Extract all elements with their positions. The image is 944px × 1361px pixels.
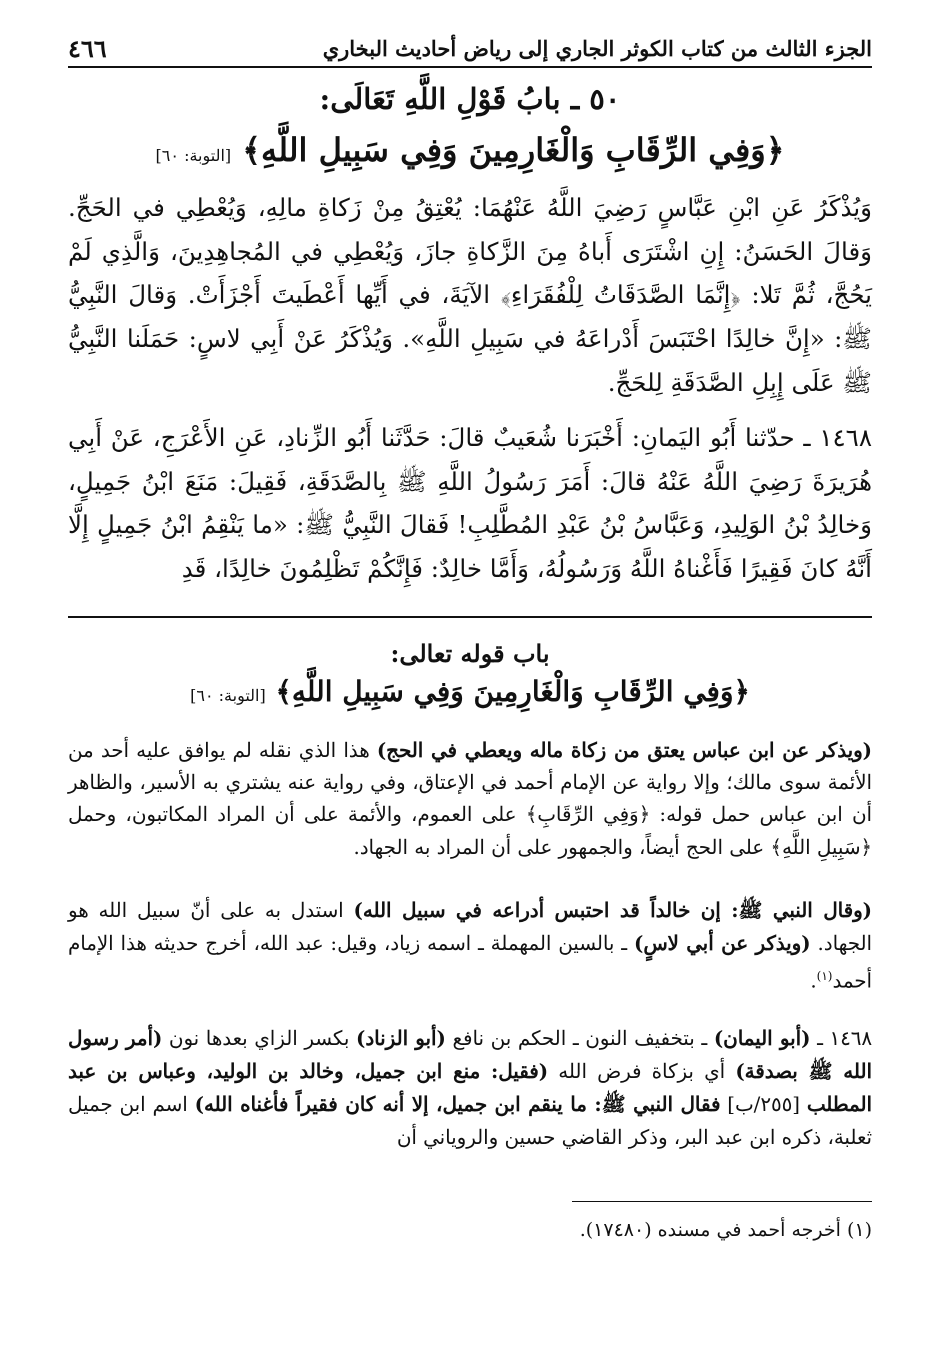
commentary-body: استدل به على أنّ سبيل الله هو الجهاد. <box>68 899 873 956</box>
commentary-text <box>68 1022 872 1154</box>
running-title: الجزء الثالث من كتاب الكوثر الجاري إلى رياض أحاديث البخاري <box>322 35 872 61</box>
quoted-lemma: (ويذكر عن ابن عباس يعتق من زكاة ماله ويعطي في الحج) <box>376 738 872 762</box>
commentary-body: أي بزكاة فرض الله <box>548 1060 736 1084</box>
footnote-divider <box>572 1201 872 1202</box>
verse-reference: [التوبة: ٦٠] <box>190 686 266 705</box>
quoted-lemma: (فقيل: منع ابن جميل، وخالد بن الوليد، وعباس بن عبد المطلب <box>68 1059 872 1117</box>
commentary-body: اسم ابن جميل ثعلبة، ذكره ابن عبد البر، وذكر القاضي حسين والروياني أن <box>68 1093 872 1149</box>
commentary-body: . <box>810 970 817 993</box>
chapter-verse <box>68 128 872 178</box>
quoted-lemma: (وقال النبي ﷺ: إن خالداً قد احتبس أدراعه في سبيل الله) <box>353 898 873 922</box>
commentary-body: ـ بالسين المهملة ـ اسمه زياد، وقيل: عبد الله، أخرج حديثه هذا الإمام أحمد <box>68 932 872 993</box>
hadith-text-intro <box>68 186 872 405</box>
quoted-lemma: (أبو الزناد) <box>355 1026 446 1050</box>
hadith-number: ١٤٦٨ ـ <box>810 1027 872 1050</box>
matn-paragraph: وَيُذْكَرُ عَنِ ابْنِ عَبَّاسٍ رَضِيَ اللَّهُ عَنْهُمَا: يُعْتِقُ مِنْ زَكاةِ مالِهِ، وَيُعْطِي في الحَجِّ. وَقالَ الحَسَنُ: إِنِ اشْتَرَى أَباهُ مِنَ الزَّكاةِ جازَ، وَيُعْطِي في المُجاهِدِينَ، وَالَّذِي لَمْ يَحُجَّ، ثُمَّ تَلا: ﴿إِنَّمَا الصَّدَقَاتُ لِلْفُقَرَاءِ﴾ الآيَةَ، في أَيِّها أَعْطَيتَ أَجْزَأَتْ. وَقالَ النَّبِيُّ ﷺ: «إِنَّ خالِدًا احْتَبَسَ أَدْراعَهُ في سَبِيلِ اللَّهِ». وَيُذْكَرُ عَنْ أَبِي لاسٍ: حَمَلَنا النَّبِيُّ ﷺ عَلَى إِبِلِ الصَّدَقَةِ لِلحَجِّ. <box>68 193 872 397</box>
quoted-lemma: (أمر رسول الله ﷺ بصدقة) <box>68 1026 872 1084</box>
commentary-body: ـ بتخفيف النون ـ الحكم بن نافع <box>445 1027 714 1050</box>
page-number: ٤٦٦ <box>68 33 107 63</box>
quran-verse: ﴿وَفِي الرِّقَابِ وَالْغَارِمِينَ وَفِي سَبِيلِ اللَّهِ﴾ <box>275 675 750 708</box>
footnote: (١) أخرجه أحمد في مسنده (١٧٤٨٠). <box>579 1219 872 1241</box>
commentary-verse <box>68 672 872 716</box>
quoted-lemma: (أبو اليمان) <box>713 1026 811 1050</box>
commentary-body: بكسر الزاي بعدها نون <box>162 1027 356 1050</box>
footnote-marker[interactable]: (١) <box>816 969 833 984</box>
commentary-text <box>68 734 872 864</box>
quran-verse: ﴿وَفِي الرِّقَابِ وَالْغَارِمِينَ وَفِي سَبِيلِ اللَّهِ﴾ <box>242 131 785 169</box>
hadith-text-1468 <box>68 416 872 591</box>
matn-paragraph: ١٤٦٨ ـ حدّثنا أَبُو اليَمانِ: أَخْبَرَنا شُعَيبٌ قالَ: حَدَّثَنا أَبُو الزِّنادِ، عَنِ الأَعْرَجِ، عَنْ أَبِي هُرَيرَةَ رَضِيَ اللَّهُ عَنْهُ قالَ: أَمَرَ رَسُولُ اللَّهِ ﷺ بِالصَّدَقَةِ، فَقِيلَ: مَنَعَ ابْنُ جَمِيلٍ، وَخالِدُ بْنُ الوَلِيدِ، وَعَبَّاسُ بْنُ عَبْدِ المُطَّلِبِ! فَقالَ النَّبِيُّ ﷺ: «ما يَنْقِمُ ابْنُ جَمِيلٍ إِلَّا أَنَّهُ كانَ فَقِيرًا فَأَغْناهُ اللَّهُ وَرَسُولُهُ، وَأَمَّا خالِدٌ: فَإِنَّكُمْ تَظْلِمُونَ خالِدًا، قَدِ <box>68 423 872 584</box>
commentary-chapter-title: باب قوله تعالى: <box>390 639 550 668</box>
commentary-body: هذا الذي نقله لم يوافق عليه أحد من الأئمة سوى مالك؛ وإلا رواية عن الإمام أحمد في الإعتاق، وفي رواية عنه يشتري به الأسير، والظاهر أن ابن عباس حمل قوله: ﴿وَفِي الرِّقَابِ﴾ على العموم، والأئمة على أن المراد المكاتبون، وحمل ﴿سَبِيلِ اللَّهِ﴾ على الحج أيضاً، والجمهور على أن المراد به الجهاد. <box>68 739 872 859</box>
quoted-lemma: (ويذكر عن أبي لاسٍ) <box>633 931 811 956</box>
verse-reference: [التوبة: ٦٠] <box>155 146 232 165</box>
page-header <box>68 30 872 68</box>
chapter-title: ٥٠ ـ بابُ قَوْلِ اللَّهِ تَعَالَى: <box>319 82 621 116</box>
commentary-text <box>68 894 872 998</box>
section-divider <box>68 616 872 618</box>
commentary-paragraph-2 <box>68 894 872 998</box>
commentary-paragraph-3 <box>68 1022 872 1154</box>
commentary-paragraph-1 <box>68 734 872 864</box>
quoted-lemma: فقال النبي ﷺ: ما ينقم ابن جميل، إلا أنه كان فقيراً فأغناه الله) <box>194 1092 721 1117</box>
manuscript-folio-ref: [٢٥٥/ب] <box>720 1093 807 1117</box>
